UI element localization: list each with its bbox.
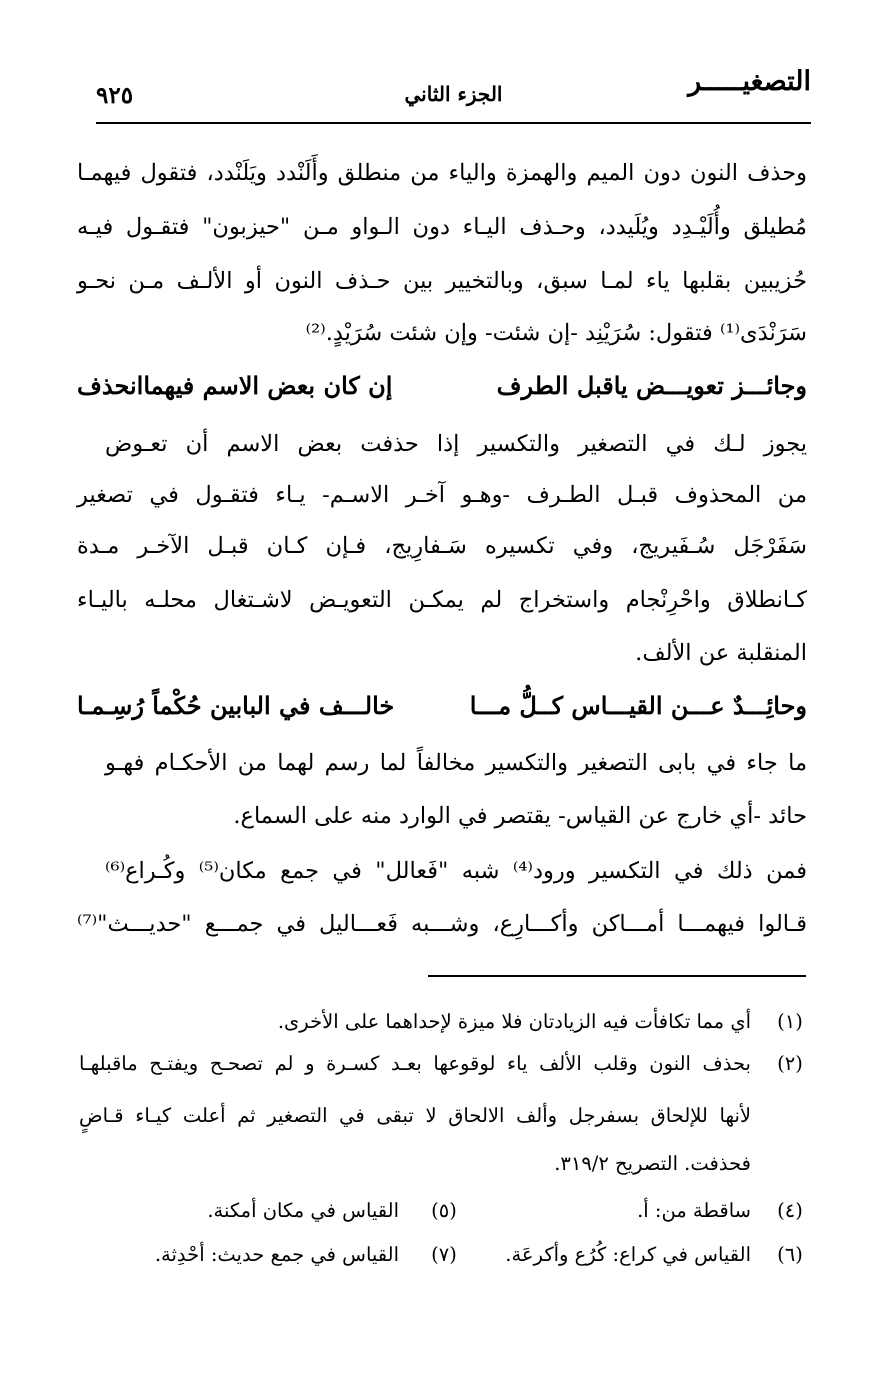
header-divider [96, 122, 811, 124]
text-line: حُزيبين بقلبها ياء لمـا سبق، وبالتخيير بين حـذف النون أو الألـف مـن نحـو [77, 268, 807, 294]
verse-second-hemistich: إن كان بعض الاسم فيهماانحذف [77, 371, 393, 400]
footnote-row [0, 1237, 885, 1273]
text-line: فمن ذلك في التكسير ورود⁽⁴⁾ شبه "فَعالل" في جمع مكان⁽⁵⁾ وكُـراع⁽⁶⁾ [105, 858, 807, 884]
text-line: مُطيلق وأُلَيْـدِد ويُلَيدد، وحـذف اليـاء دون الـواو مـن "حيزبون" فتقـول فيـه [77, 214, 807, 240]
text-line: المنقلبة عن الألف. [635, 640, 807, 666]
footnote-number: (٥) [431, 1199, 457, 1222]
footnote-2-continued [0, 1146, 885, 1182]
footnote-text: لأنها للإلحاق بسفرجل وألف الالحاق لا تبقى في التصغير ثم أعلت كيـاء قـاضٍ [79, 1104, 751, 1127]
footnote-1 [0, 1004, 885, 1040]
text-line: كـانطلاق واحْرِنْجام واستخراج لم يمكـن التعويـض لاشـتغال محلـه باليـاء [77, 587, 807, 613]
footnote-number: (٧) [431, 1243, 457, 1266]
text-line: حائد -أي خارج عن القياس- يقتصر في الوارد منه على السماع. [233, 803, 807, 829]
footnote-text: أي مما تكافأت فيه الزيادتان فلا ميزة لإحداهما على الأخرى. [277, 1010, 751, 1033]
poetry-verse-1 [77, 366, 807, 406]
footnote-number: (٤) [777, 1199, 803, 1222]
text-line: يجوز لـك في التصغير والتكسير إذا حذفت بعض الاسم أن تعـوض [105, 431, 807, 457]
text-line: ما جاء في بابى التصغير والتكسير مخالفاً لما رسم لهما من الأحكـام فهـو [105, 750, 807, 776]
footnote-text: القياس في مكان أمكنة. [207, 1199, 399, 1222]
footnote-2-continued [0, 1098, 885, 1134]
page-number: ٩٢٥ [96, 82, 134, 109]
footnote-number: (١) [777, 1010, 803, 1033]
footnote-text: ساقطة من: أ. [637, 1199, 751, 1222]
verse-second-hemistich: خالـــف في البابين حُكْماً رُسِـمـا [77, 691, 395, 720]
part-title: الجزء الثاني [404, 82, 503, 106]
chapter-title: التصغيـــــر [688, 66, 811, 97]
footnote-text: بحذف النون وقلب الألف ياء لوقوعها بعـد كسـرة و لم تصحـح ويفتـح ماقبلهـا [79, 1052, 751, 1075]
footnote-number: (٦) [777, 1243, 803, 1266]
poetry-verse-2 [77, 686, 807, 726]
footnote-text: القياس في جمع حديث: أحْدِثة. [154, 1243, 399, 1266]
text-line: من المحذوف قبـل الطـرف -وهـو آخـر الاسـم- يـاء فتقـول في تصغير [77, 482, 807, 508]
footnote-text: القياس في كراع: كُرُع وأكرعَة. [505, 1243, 751, 1266]
footnote-divider [428, 975, 806, 977]
footnote-2 [0, 1046, 885, 1082]
text-line: قـالوا فيهمـــا أمـــاكن وأكـــارِع، وشـــبه فَعـــاليل في جمـــع "حديـــث"⁽⁷⁾ [77, 911, 807, 937]
page-header [96, 66, 811, 118]
footnote-number: (٢) [777, 1052, 803, 1075]
text-line: وحذف النون دون الميم والهمزة والياء من منطلق وأَلَنْدد ويَلَنْدد، فتقول فيهمـا [77, 160, 807, 186]
verse-first-hemistich: وحائِـــدٌ عـــن القيـــاس كــلُّ مـــا [469, 691, 807, 720]
text-line: سَفَرْجَل سُـفَيريج، وفي تكسيره سَـفارِيج، فـإن كـان قبـل الآخـر مـدة [77, 533, 807, 559]
footnote-text: فحذفت. التصريح ٣١٩/٢. [554, 1152, 751, 1175]
text-line: سَرَنْدَى⁽¹⁾ فتقول: سُرَيْنِد -إن شئت- وإن شئت سُرَيْدٍ.⁽²⁾ [305, 320, 807, 346]
footnote-row [0, 1193, 885, 1229]
verse-first-hemistich: وجائـــز تعويـــض ياقبل الطرف [496, 371, 807, 400]
